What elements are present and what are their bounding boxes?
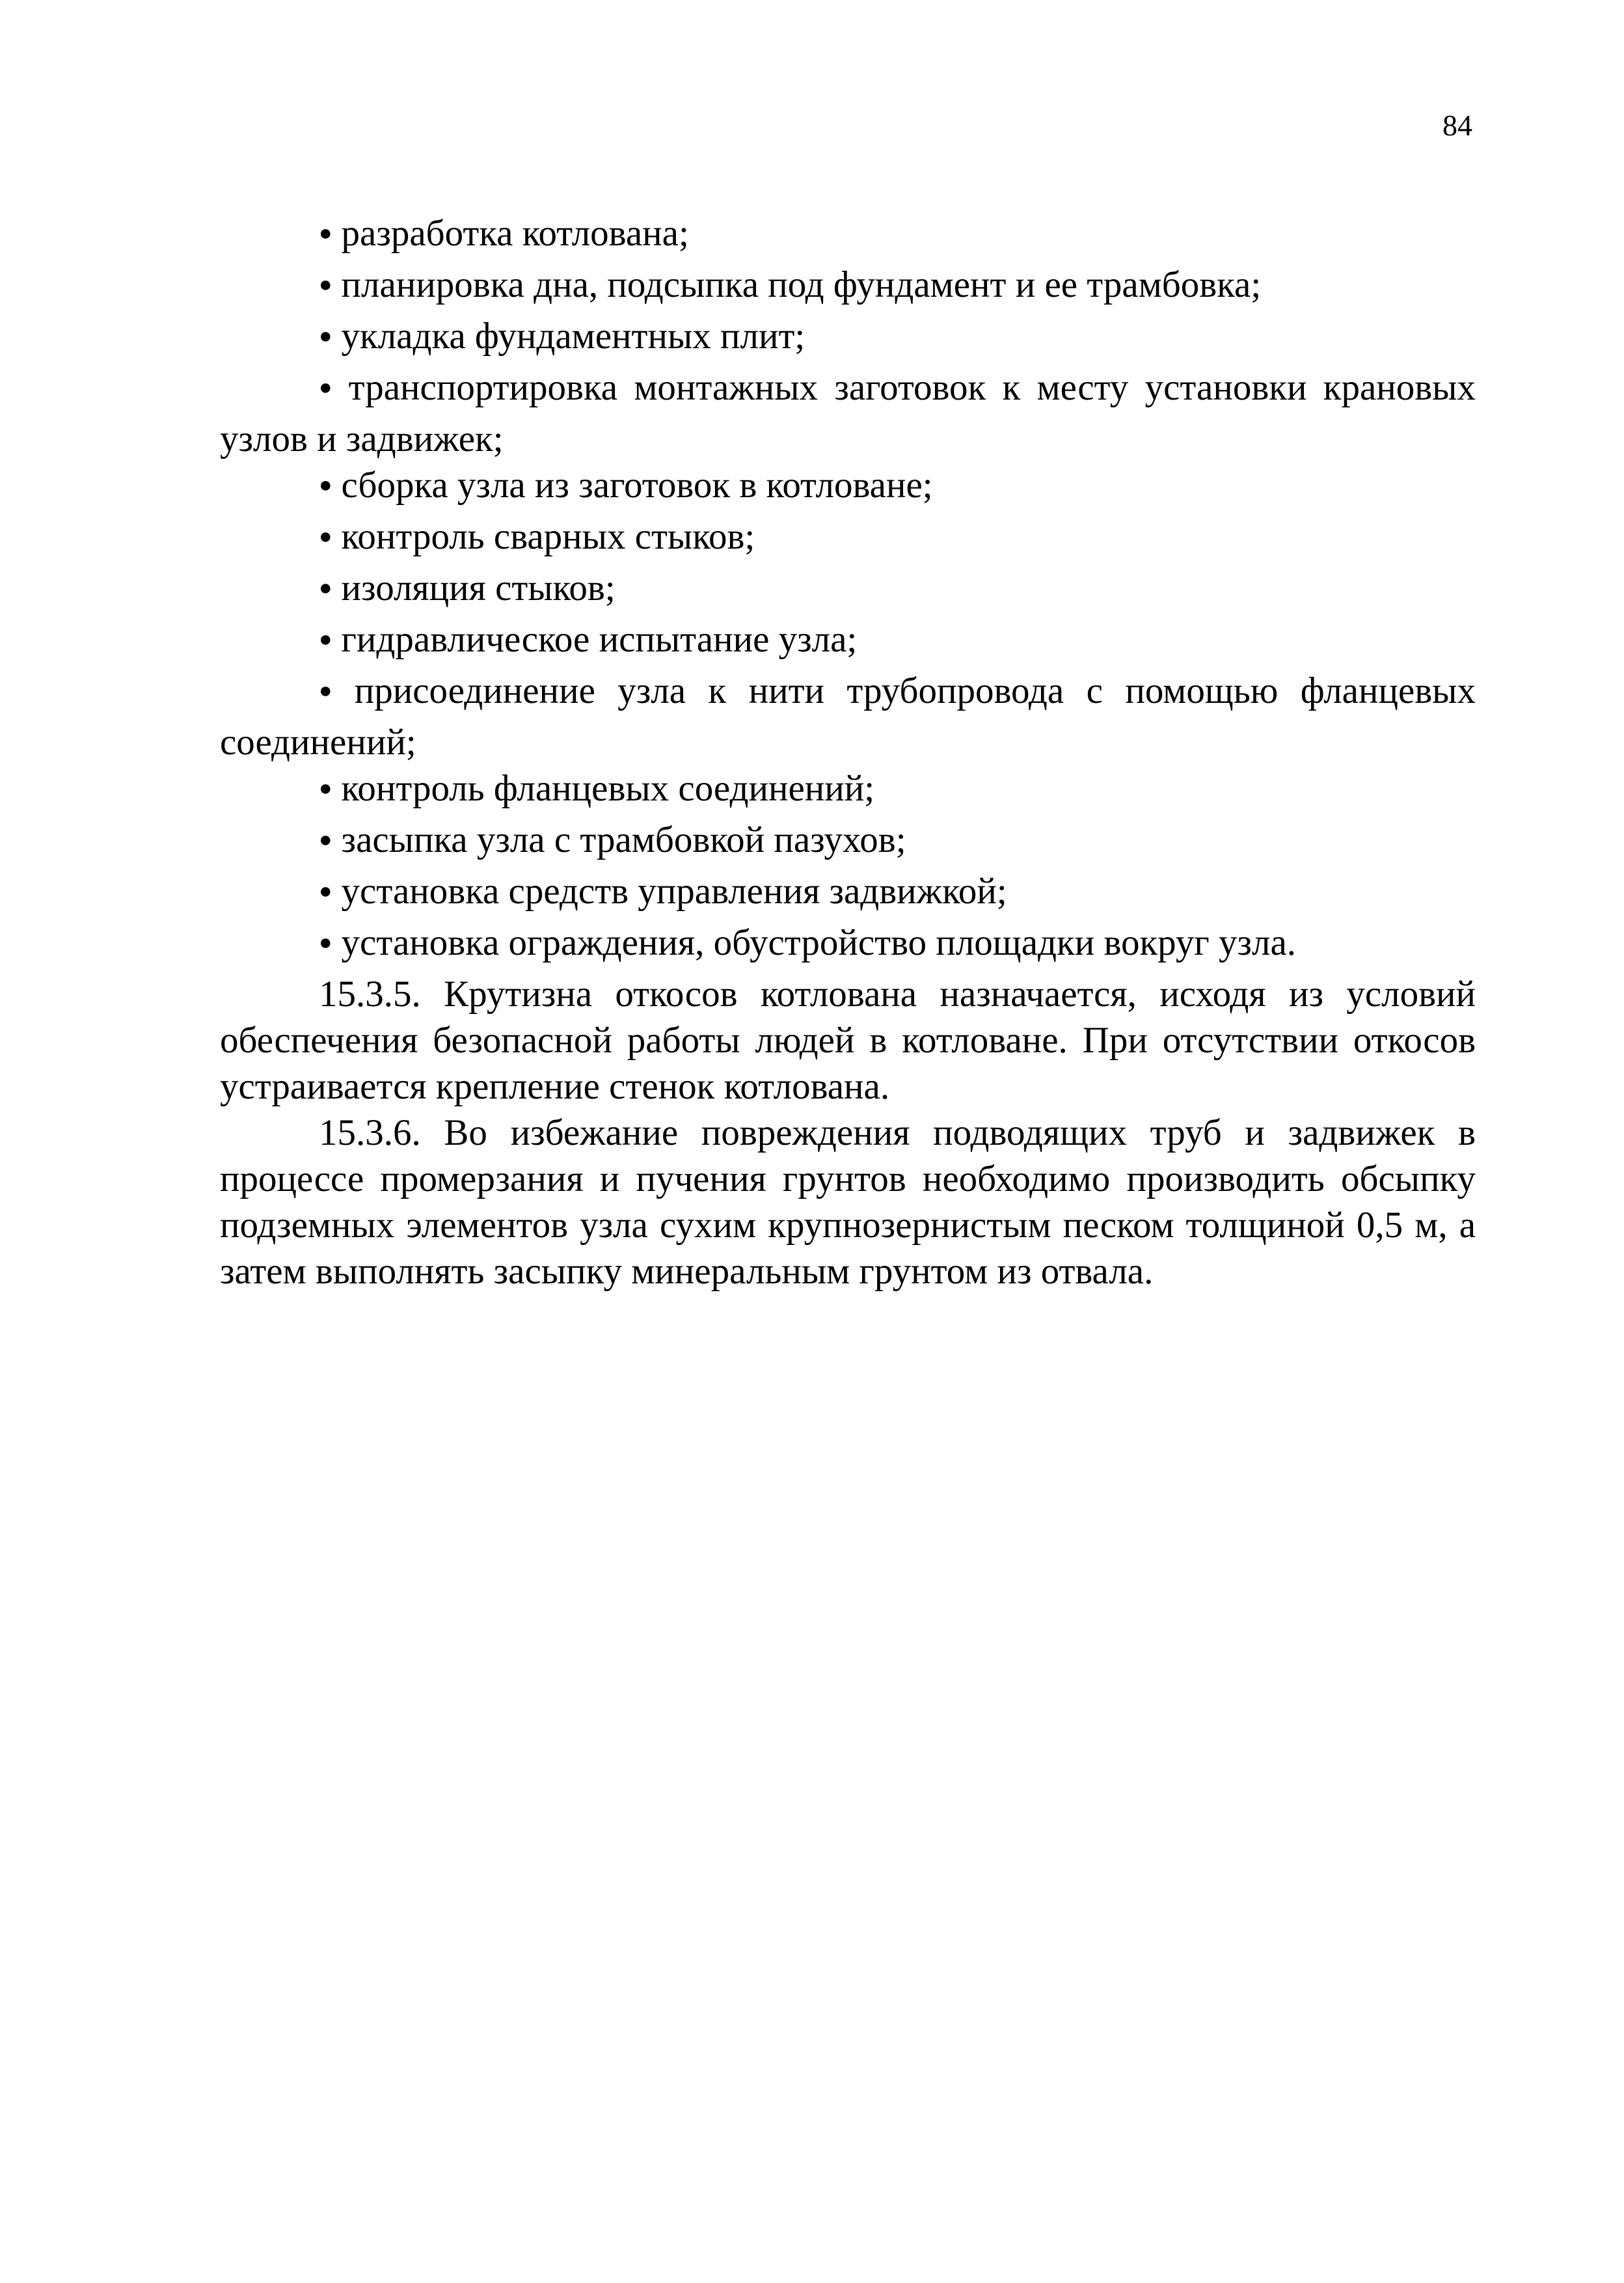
list-item: ● присоединение узла к нити трубопровода с помощью фланцевых соединений;	[220, 668, 1476, 765]
paragraph-15-3-6: 15.3.6. Во избежание повреждения подводящих труб и задвижек в процессе промерзания и пучения грунтов необходимо производить обсыпку подземных элементов узла сухим крупнозернистым песком толщиной 0,5 м, а затем выполнять засыпку минеральным грунтом из отвала.	[220, 1112, 1476, 1292]
list-item: ● разработка котлована;	[220, 210, 1476, 262]
page-number: 84	[1442, 109, 1472, 142]
list-item: ● гидравлическое испытание узла;	[220, 616, 1476, 668]
list-item: ● установка средств управления задвижкой;	[220, 868, 1476, 920]
document-body	[220, 210, 1476, 1294]
list-item: ● сборка узла из заготовок в котловане;	[220, 462, 1476, 513]
list-item: ● укладка фундаментных плит;	[220, 313, 1476, 364]
list-item: ● планировка дна, подсыпка под фундамент и ее трамбовка;	[220, 262, 1476, 313]
list-item: ● установка ограждения, обустройство площадки вокруг узла.	[220, 920, 1476, 971]
list-item: ● засыпка узла с трамбовкой пазухов;	[220, 817, 1476, 868]
list-item: ● изоляция стыков;	[220, 565, 1476, 616]
paragraph-15-3-5: 15.3.5. Крутизна откосов котлована назначается, исходя из условий обеспечения безопасной работы людей в котловане. При отсутствии откосов устраивается крепление стенок котлована.	[220, 974, 1476, 1107]
list-item: ● транспортировка монтажных заготовок к месту установки крановых узлов и задвижек;	[220, 364, 1476, 462]
list-item: ● контроль фланцевых соединений;	[220, 765, 1476, 817]
list-item: ● контроль сварных стыков;	[220, 513, 1476, 565]
